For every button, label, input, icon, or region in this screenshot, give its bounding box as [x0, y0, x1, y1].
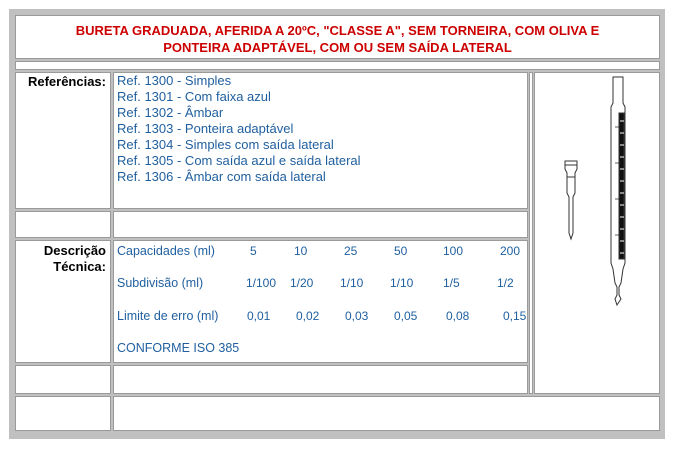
- references-label: Referências:: [27, 74, 106, 89]
- subdivision-value: 1/100: [246, 276, 277, 290]
- empty-left-cell: [15, 365, 111, 394]
- burette-tube-illustration: [611, 77, 625, 305]
- subdivision-value: 1/2: [497, 276, 514, 290]
- description-label-line2: Técnica:: [53, 259, 106, 274]
- empty-middle-cell: [113, 211, 528, 238]
- reference-item: Ref. 1306 - Âmbar com saída lateral: [117, 169, 326, 184]
- capacity-value: 100: [443, 244, 464, 258]
- page-title: BURETA GRADUADA, AFERIDA A 20ºC, "CLASSE A", SEM TORNEIRA, COM OLIVA E PONTEIRA ADAPTÁVEL, COM OU SEM SAÍDA LATERAL: [75, 23, 600, 55]
- capacity-value: 10: [294, 244, 308, 258]
- error-value: 0,03: [345, 309, 369, 323]
- spacer-row: [15, 61, 660, 70]
- subdivision-label: Subdivisão (ml): [117, 276, 204, 290]
- reference-item: Ref. 1304 - Simples com saída lateral: [117, 137, 334, 152]
- error-value: 0,05: [394, 309, 418, 323]
- subdivision-value: 1/20: [290, 276, 314, 290]
- description-label-cell: [15, 240, 111, 363]
- conformity-note: CONFORME ISO 385: [117, 341, 240, 355]
- subdivision-value: 1/10: [390, 276, 414, 290]
- image-cell: [534, 72, 660, 394]
- reference-item: Ref. 1305 - Com saída azul e saída lateral: [117, 153, 361, 168]
- empty-left-cell: [15, 211, 111, 238]
- reference-item: Ref. 1301 - Com faixa azul: [117, 89, 271, 104]
- error-value: 0,01: [247, 309, 271, 323]
- reference-item: Ref. 1302 - Âmbar: [117, 105, 224, 120]
- error-value: 0,08: [446, 309, 470, 323]
- error-value: 0,15: [503, 309, 527, 323]
- reference-item: Ref. 1303 - Ponteira adaptável: [117, 121, 294, 136]
- footer-left-cell: [15, 396, 111, 431]
- empty-middle-cell: [113, 365, 528, 394]
- burette-illustration: [535, 73, 659, 393]
- references-cell: [113, 72, 528, 209]
- title-cell: [15, 15, 660, 59]
- subdivision-value: 1/5: [443, 276, 460, 290]
- capacity-value: 5: [250, 244, 257, 258]
- capacity-value: 25: [344, 244, 358, 258]
- reference-item: Ref. 1300 - Simples: [117, 73, 232, 88]
- error-value: 0,02: [296, 309, 320, 323]
- adaptable-tip-illustration: [565, 161, 577, 239]
- technical-cell: [113, 240, 528, 363]
- references-list: [117, 73, 527, 185]
- capacities-label: Capacidades (ml): [117, 244, 215, 258]
- capacity-value: 50: [394, 244, 408, 258]
- subdivision-value: 1/10: [340, 276, 364, 290]
- description-label-line1: Descrição: [43, 243, 106, 258]
- footer-right-cell: [113, 396, 660, 431]
- error-limit-label: Limite de erro (ml): [117, 309, 219, 323]
- divider-column: [529, 72, 533, 394]
- capacity-value: 200: [500, 244, 521, 258]
- references-label-cell: [15, 72, 111, 209]
